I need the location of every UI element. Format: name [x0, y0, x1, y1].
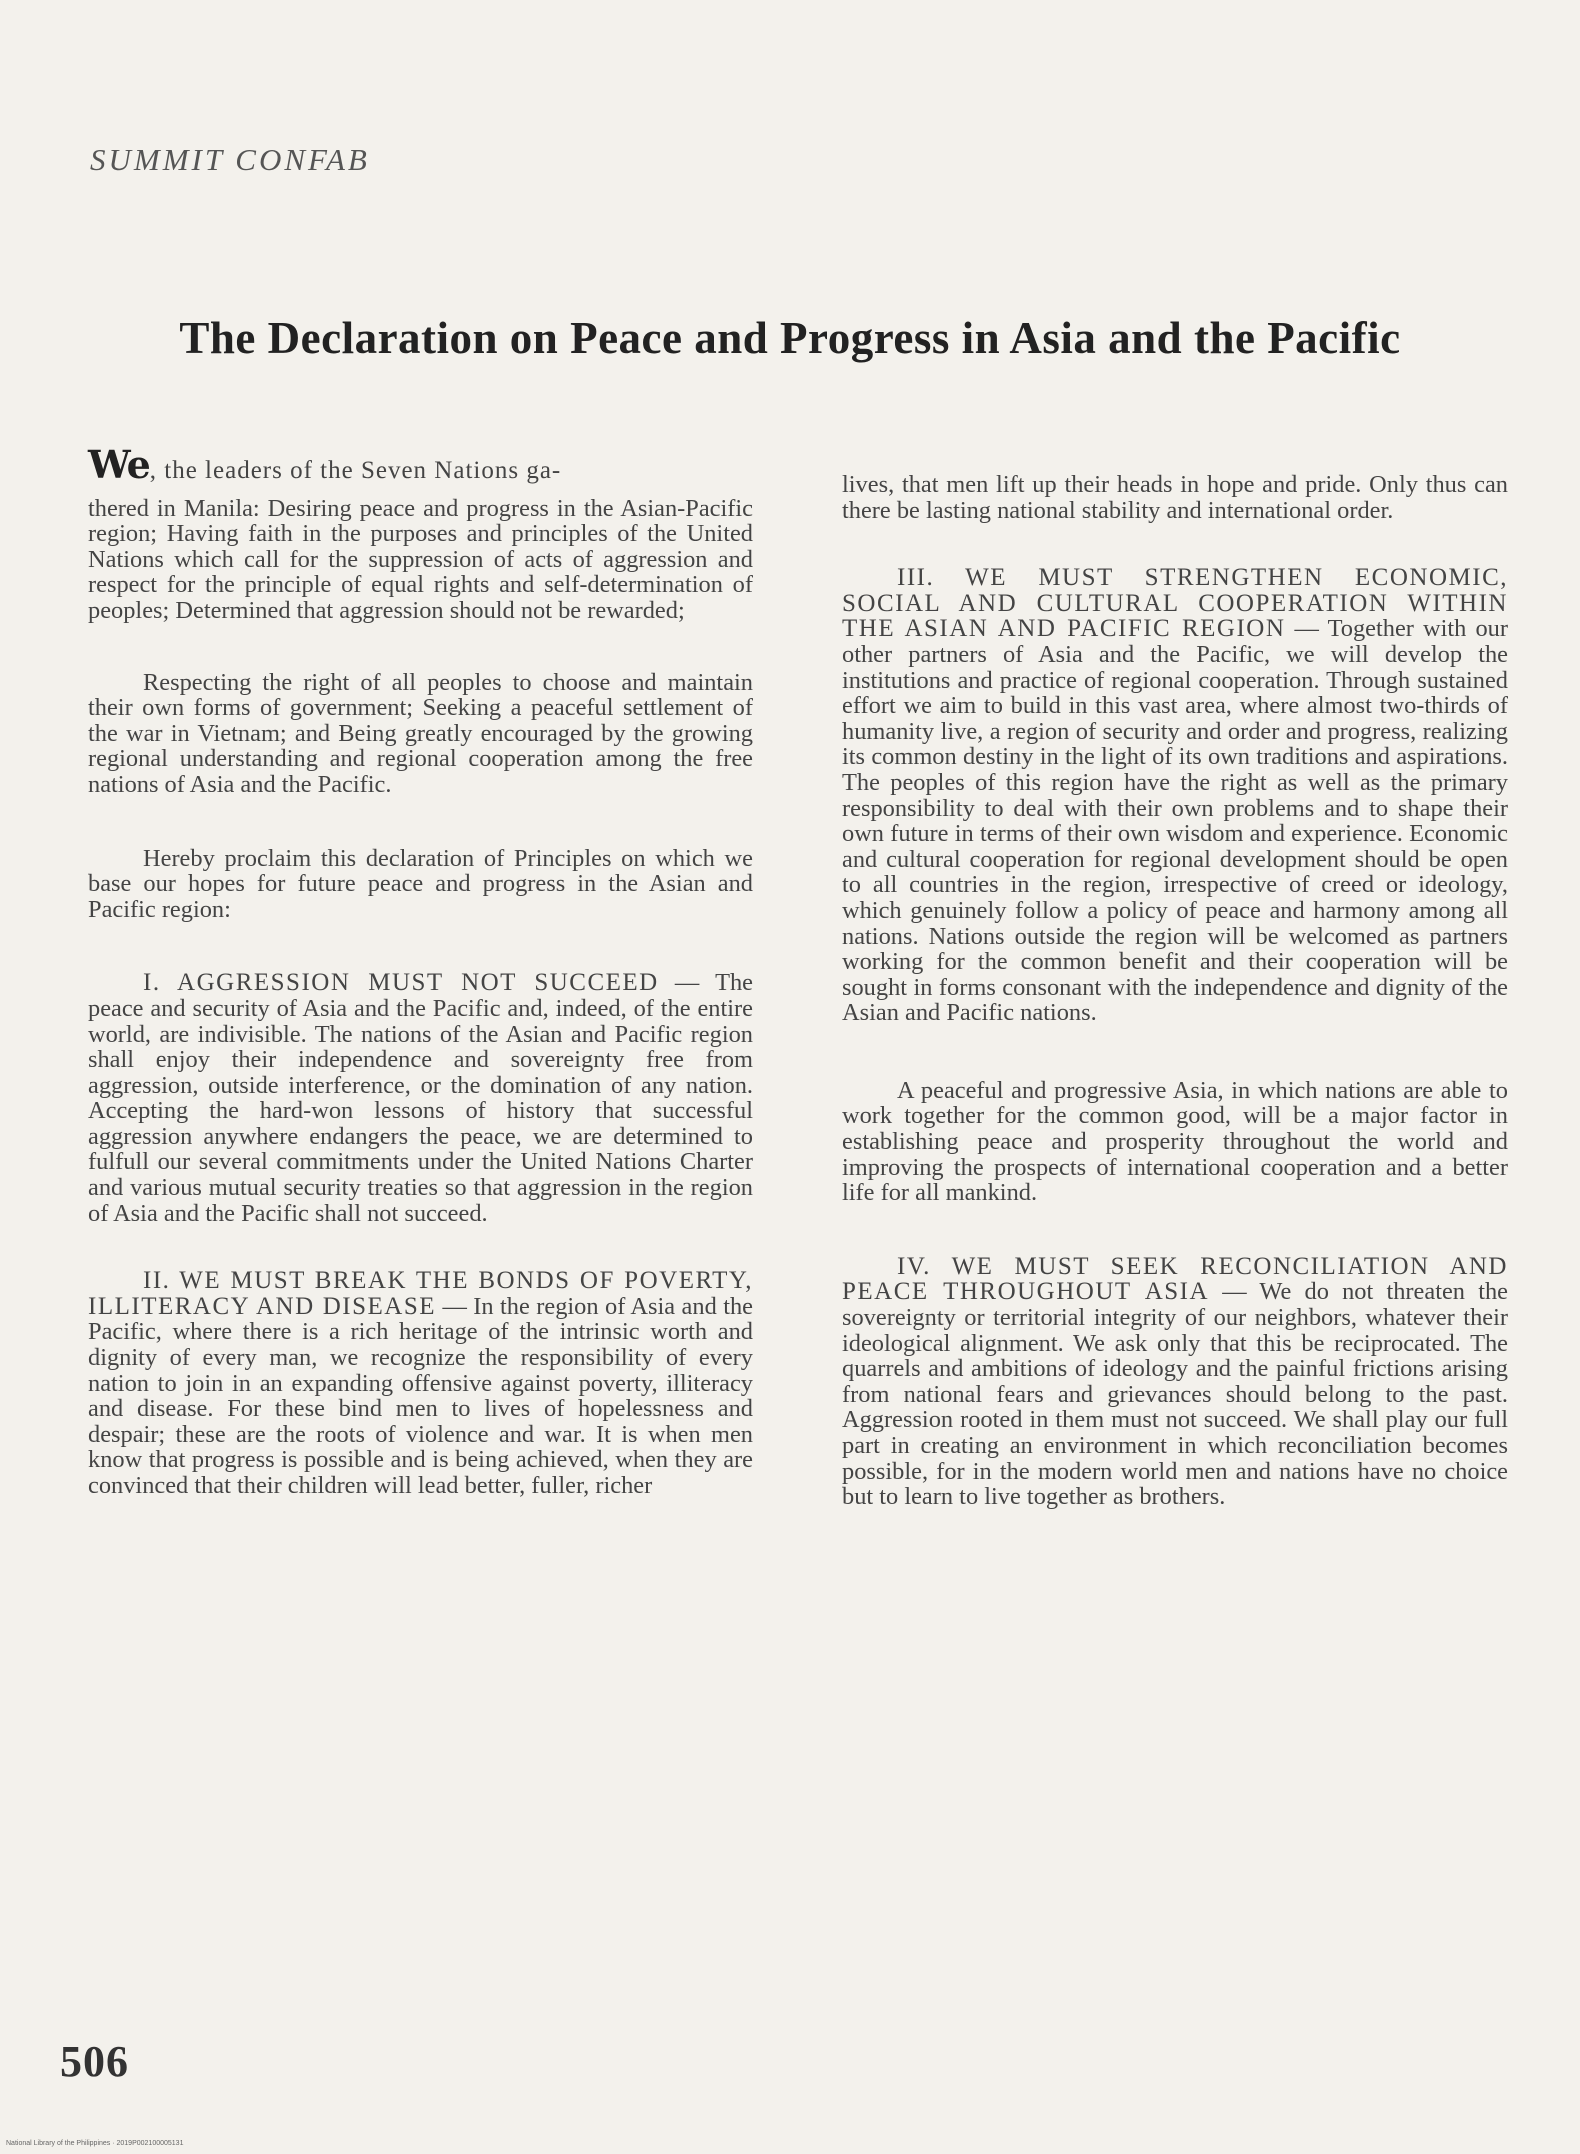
drop-cap: We — [88, 442, 150, 487]
section-3-paragraph — [842, 565, 1508, 1026]
section-4-heading: IV. WE MUST SEEK RECONCILIATION AND PEACE THROUGHOUT ASIA — [842, 1252, 1508, 1306]
section-3-body: — Together with our other partners of Asia and the Pacific, we will develop the institutions and practice of regional cooperation. Through sustained effort we aim to build in this vast area, where almost two-thirds of humanity live, a region of security and order and progress, realizing its common destiny in the light of its own traditions and aspirations. The peoples of this region have the right as well as the primary responsibility to deal with their own problems and to shape their own future in terms of their own wisdom and experience. Economic and cultural cooperation for regional development should be open to all countries in the region, irrespective of creed or ideology, which genuinely follow a policy of peace and harmony among all nations. Nations outside the region will be welcomed as partners working for the common benefit and their cooperation will be sought in forms consonant with the independence and dignity of the Asian and Pacific nations. — [842, 615, 1508, 1027]
section-3-heading: III. WE MUST STRENGTHEN ECONOMIC, SOCIAL AND CULTURAL COOPERATION WITHIN THE ASIAN AND PACIFIC REGION — [842, 564, 1508, 643]
archive-note: National Library of the Philippines · 2019P002100005131 — [6, 2140, 184, 2147]
intro-first-line — [88, 442, 753, 487]
intro-paragraph — [88, 442, 753, 624]
section-1-body: — The peace and security of Asia and the Pacific and, indeed, of the entire world, are indivisible. The nations of the Asian and Pacific region shall enjoy their independence and sovereignty free from aggression, outside interference, or the domination of any nation. Accepting the hard-won lessons of history that successful aggression anywhere endangers the peace, we are determined to fulfull our several commitments under the United Nations Charter and various mutual security treaties so that aggression in the region of Asia and the Pacific shall not succeed. — [88, 969, 753, 1227]
section-1-paragraph — [88, 970, 753, 1226]
peaceful-paragraph: A peaceful and progressive Asia, in which nations are able to work together for the common good, will be a major factor in establishing peace and prosperity throughout the world and improving the prospects of international cooperation and a better life for all mankind. — [842, 1076, 1508, 1207]
continuation-paragraph: lives, that men lift up their heads in hope and pride. Only thus can there be lasting national stability and international order. — [842, 471, 1508, 524]
intro-body: thered in Manila: Desiring peace and progress in the Asian-Pacific region; Having faith in the purposes and principles of the United Nations which call for the suppression of acts of aggression and respect for the principle of equal rights and self-determination of peoples; Determined that aggression should not be rewarded; — [88, 494, 753, 624]
section-2-body: — In the region of Asia and the Pacific, where there is a rich heritage of the intrinsic worth and dignity of every man, we recognize the responsibility of every nation to join in an expanding offensive against poverty, illiteracy and disease. For these bind men to lives of hopelessness and despair; these are the roots of violence and war. It is when men know that progress is possible and is being achieved, when they are convinced that their children will lead better, fuller, richer — [88, 1292, 753, 1499]
section-2-heading: II. WE MUST BREAK THE BONDS OF POVERTY, ILLITERACY AND DISEASE — [88, 1267, 753, 1320]
article-title: The Declaration on Peace and Progress in Asia and the Pacific — [179, 313, 1401, 363]
hereby-paragraph: Hereby proclaim this declaration of Principles on which we base our hopes for future peace and progress in the Asian and Pacific region: — [88, 844, 753, 923]
left-column — [88, 442, 753, 1499]
section-4-body: — We do not threaten the sovereignty or territorial integrity of our neighbors, whatever their ideological alignment. We ask only that this be reciprocated. The quarrels and ambitions of ideology and the painful frictions arising from national fears and grievances should belong to the past. Aggression rooted in them must not succeed. We shall play our full part in creating an environment in which reconciliation becomes possible, for in the modern world men and nations have no choice but to learn to live together as brothers. — [842, 1278, 1509, 1511]
section-label: SUMMIT CONFAB — [90, 142, 370, 177]
section-4-paragraph — [842, 1254, 1508, 1510]
page-number: 506 — [60, 2037, 129, 2086]
section-1-heading: I. AGGRESSION MUST NOT SUCCEED — [143, 969, 659, 997]
respecting-paragraph: Respecting the right of all peoples to choose and maintain their own forms of government; Seeking a peaceful settlement of the war in Vietnam; and Being greatly encouraged by the growing regional understanding and regional cooperation among the free nations of Asia and the Pacific. — [88, 668, 753, 798]
intro-first-rest: , the leaders of the Seven Nations ga- — [149, 457, 562, 484]
right-column — [842, 472, 1508, 1510]
section-2-paragraph — [88, 1268, 753, 1498]
